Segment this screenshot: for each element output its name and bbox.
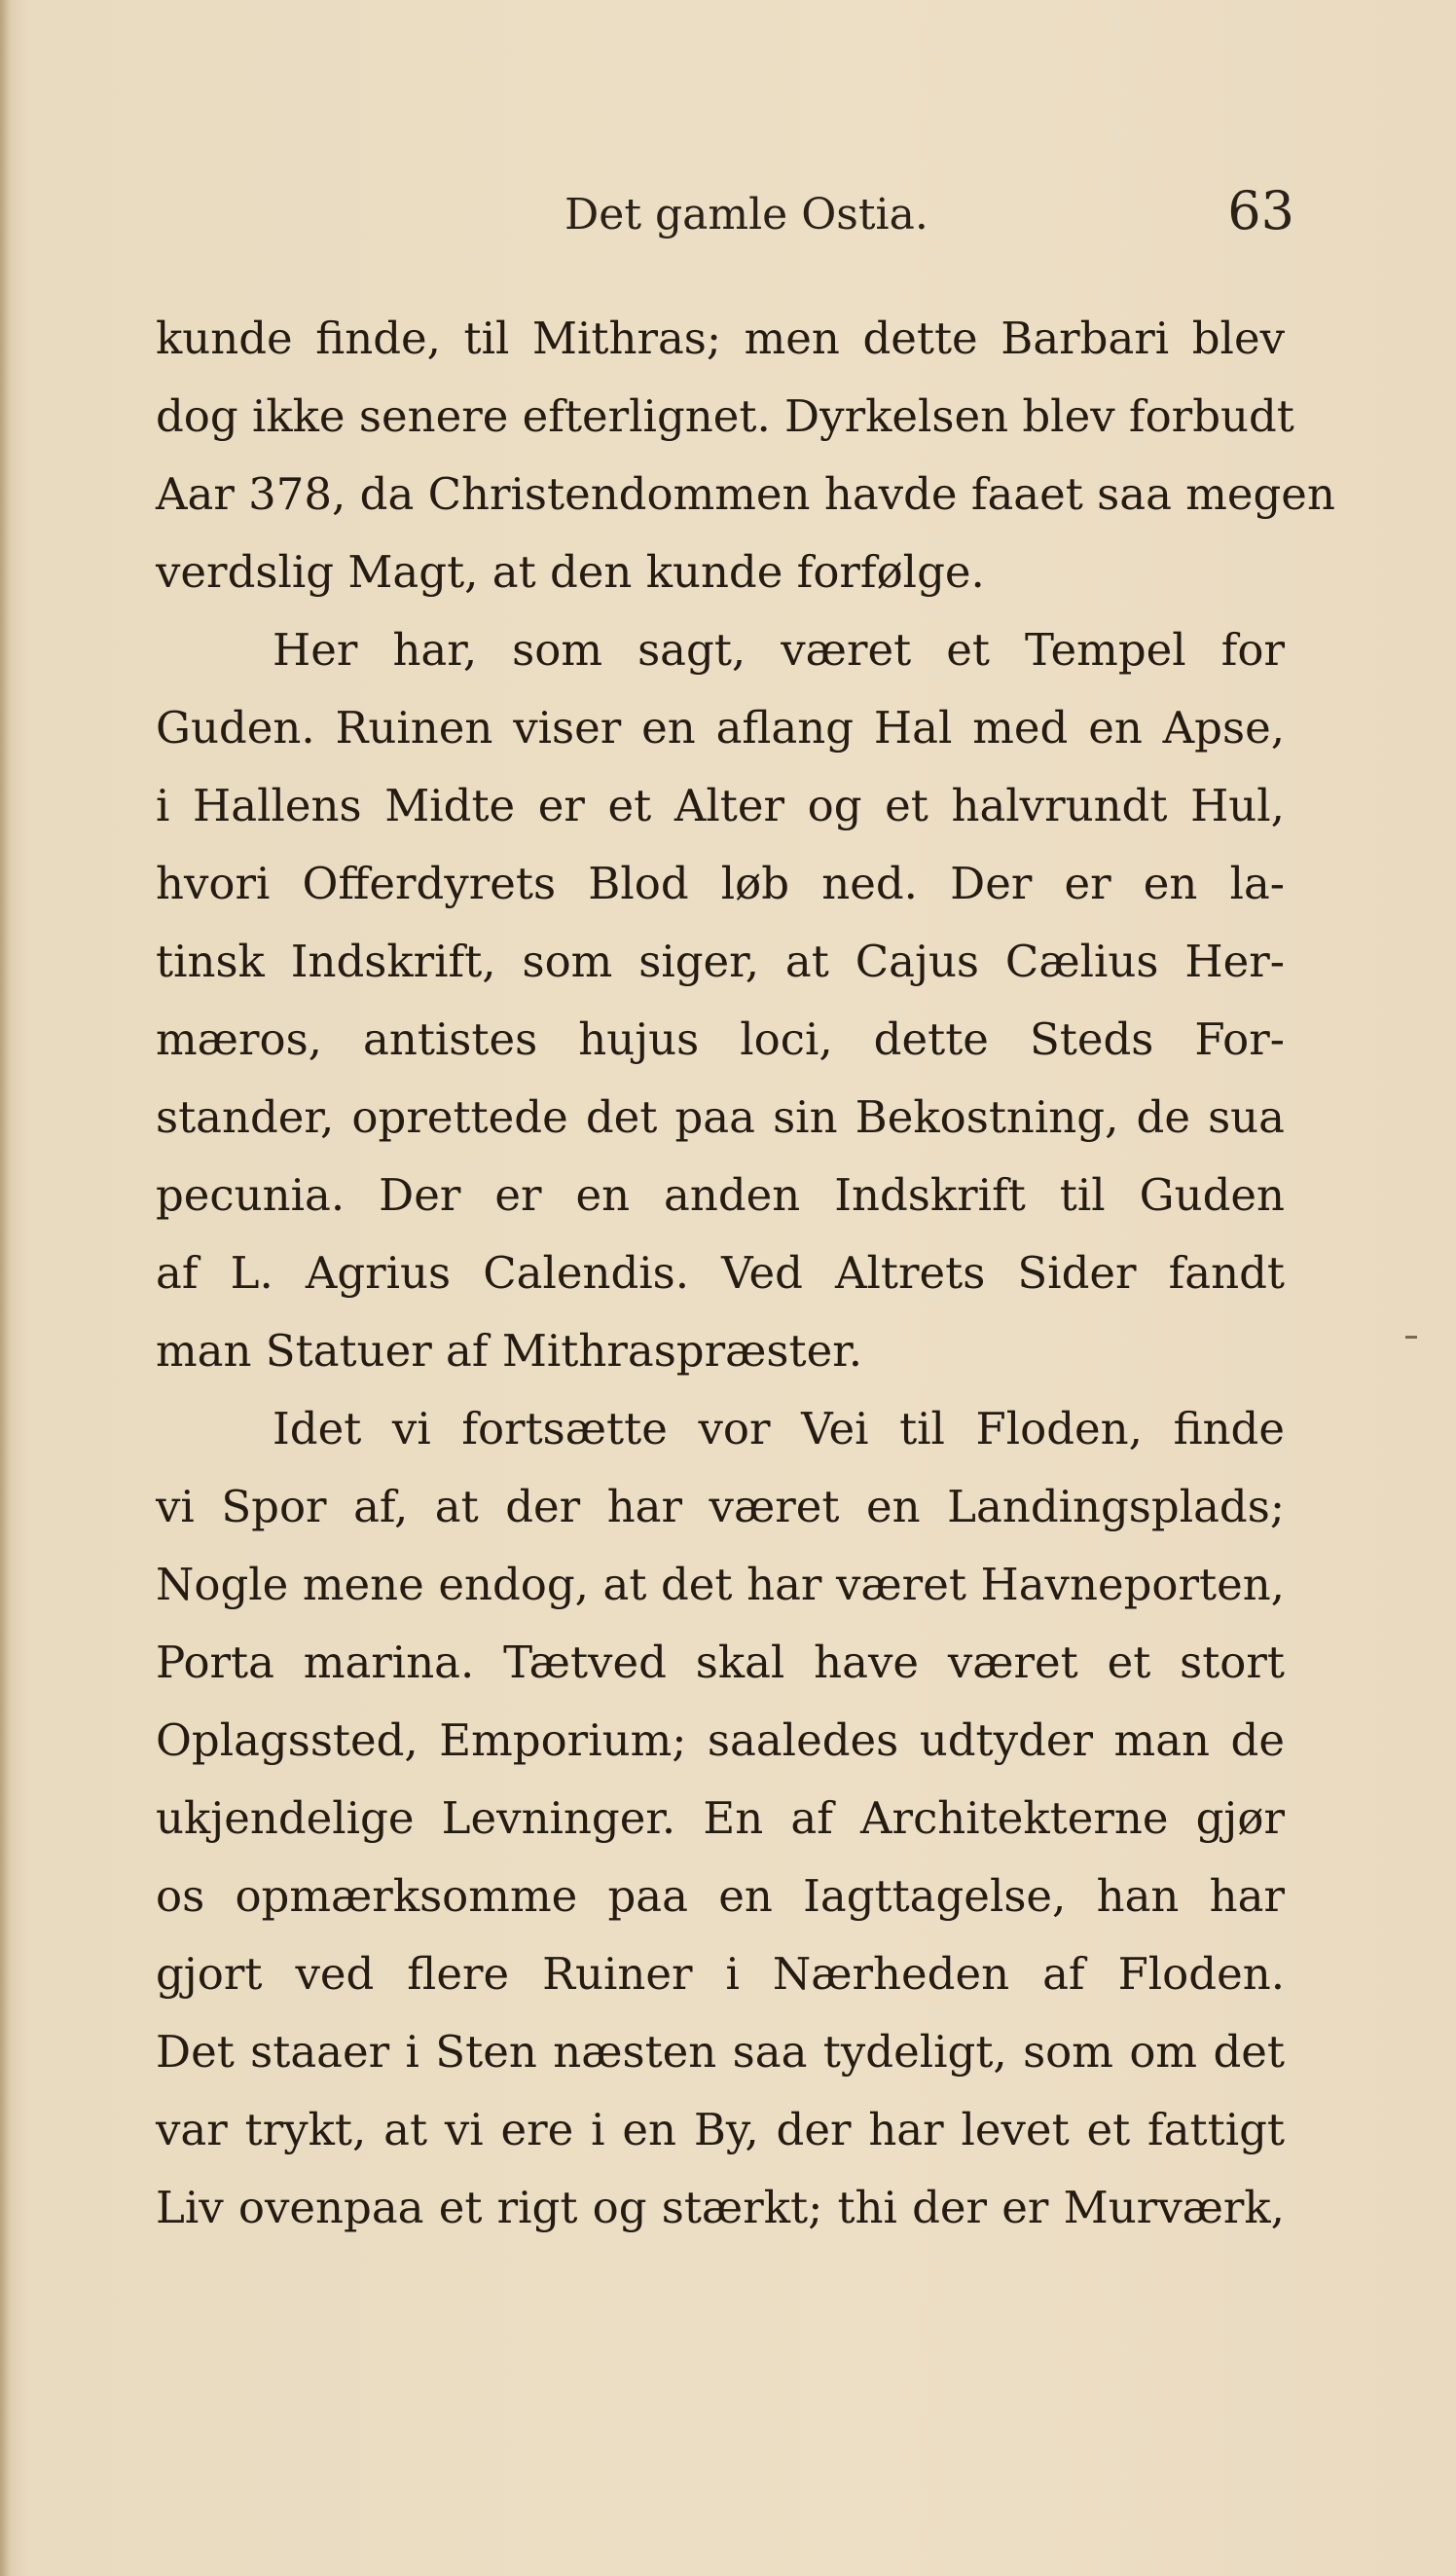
text-line: Aar 378, da Christendommen havde faaet saa megen [156,468,1335,520]
text-line: Her har, som sagt, været et Tempel for [273,624,1285,676]
page-spine-shadow [0,0,10,2576]
page-number: 63 [1227,180,1294,241]
text-line: dog ikke senere efterlignet. Dyrkelsen blev forbudt [156,390,1294,442]
running-title: Det gamle Ostia. [564,190,928,239]
margin-mark [1405,1336,1417,1339]
text-line: pecunia. Der er en anden Indskrift til Guden [156,1169,1285,1221]
text-line: mæros, antistes hujus loci, dette Steds For- [156,1013,1285,1065]
page-header [156,180,1304,258]
text-line: os opmærksomme paa en Iagttagelse, han har [156,1870,1285,1922]
text-line: Det staaer i Sten næsten saa tydeligt, som om det [156,2026,1285,2078]
text-line: Oplagssted, Emporium; saaledes udtyder man de [156,1714,1285,1766]
text-line: var trykt, at vi ere i en By, der har levet et fattigt [156,2104,1285,2155]
text-line: Porta marina. Tætved skal have været et stort [156,1637,1285,1688]
text-line: verdslig Magt, at den kunde forfølge. [156,546,985,598]
text-line: kunde finde, til Mithras; men dette Barbari blev [156,313,1285,364]
text-line: gjort ved flere Ruiner i Nærheden af Floden. [156,1948,1285,2000]
text-line: vi Spor af, at der har været en Landingsplads; [156,1481,1285,1532]
text-line: stander, oprettede det paa sin Bekostning, de sua [156,1091,1285,1143]
text-line: ukjendelige Levninger. En af Architekterne gjør [156,1792,1285,1844]
text-line: Nogle mene endog, at det har været Havneporten, [156,1559,1285,1610]
text-line: af L. Agrius Calendis. Ved Altrets Sider fandt [156,1247,1285,1299]
text-line: Idet vi fortsætte vor Vei til Floden, finde [273,1403,1285,1454]
text-line: Liv ovenpaa et rigt og stærkt; thi der er Murværk, [156,2182,1285,2233]
text-line: i Hallens Midte er et Alter og et halvrundt Hul, [156,780,1285,831]
body-text [156,300,1335,2247]
text-line: tinsk Indskrift, som siger, at Cajus Cælius Her- [156,936,1285,987]
text-line: hvori Offerdyrets Blod løb ned. Der er en la- [156,858,1285,909]
text-line: man Statuer af Mithraspræster. [156,1325,863,1377]
text-line: Guden. Ruinen viser en aflang Hal med en Apse, [156,702,1285,754]
